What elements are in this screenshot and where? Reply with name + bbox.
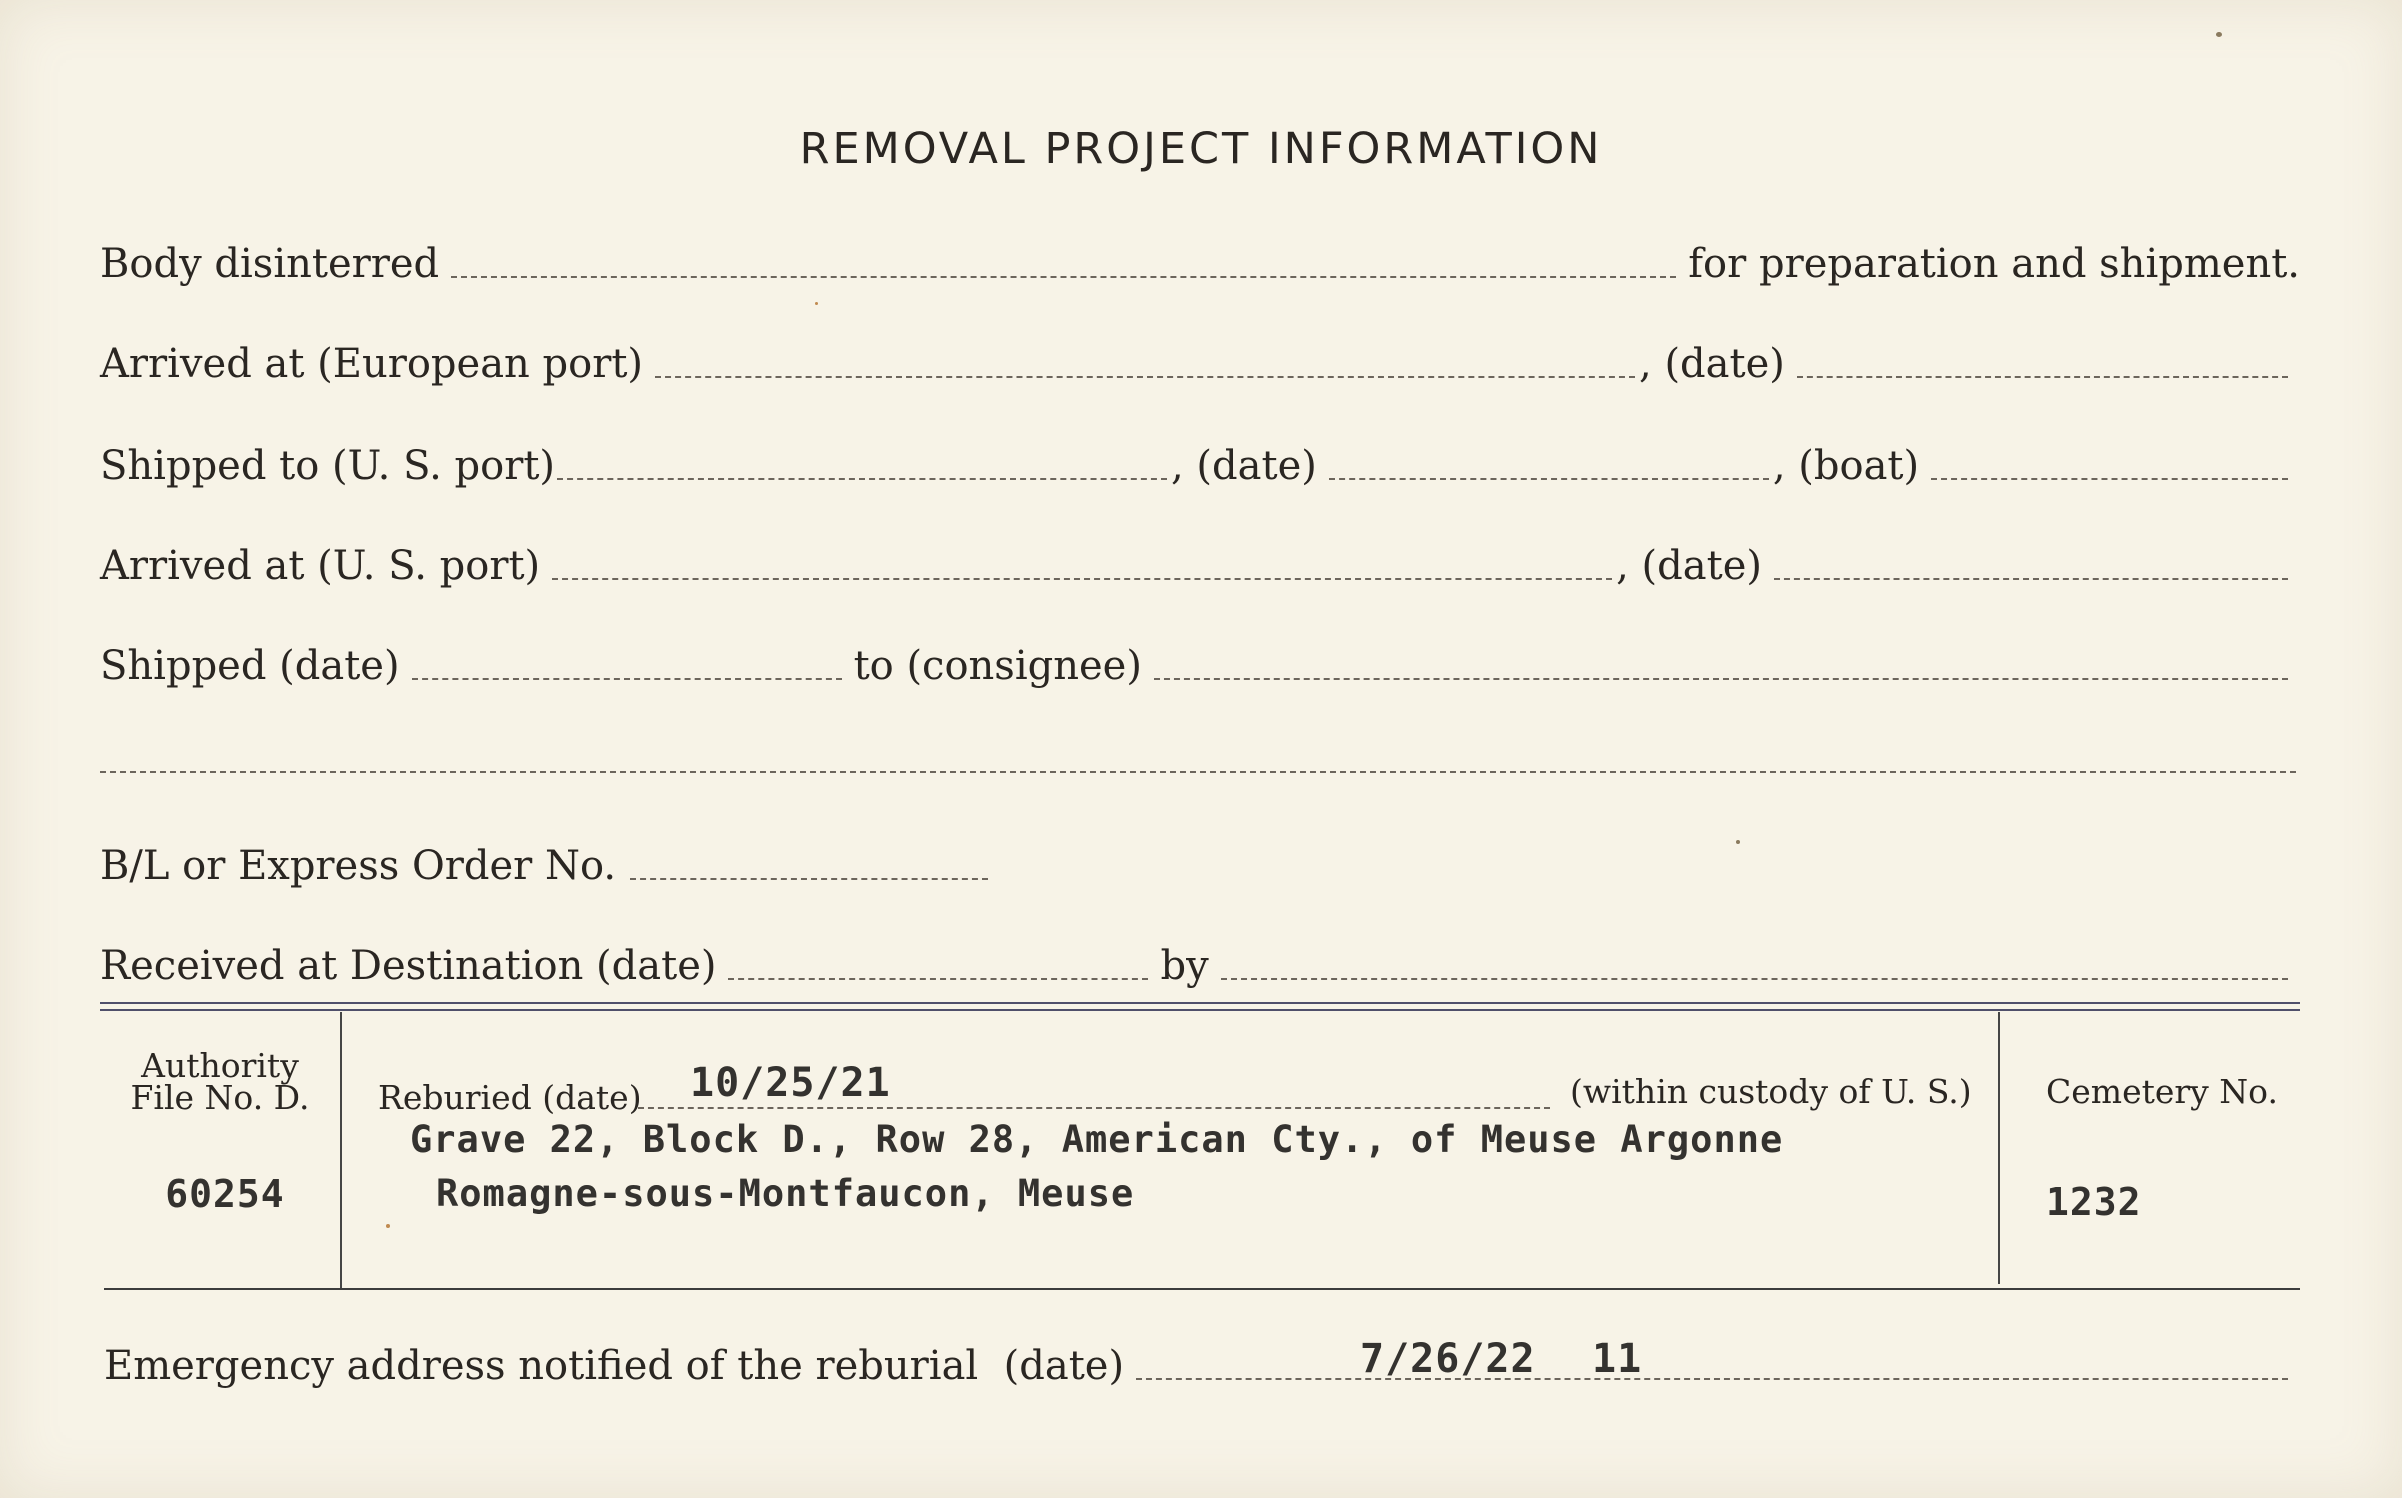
received-by-label: by xyxy=(1160,943,1209,989)
shipped-us-date-line[interactable] xyxy=(1329,478,1769,480)
emergency-date-line[interactable] xyxy=(1136,1378,2288,1380)
body-disinterred-label: Body disinterred xyxy=(100,241,440,287)
shipped-date-row xyxy=(100,642,2300,690)
bl-row xyxy=(100,842,1000,890)
received-by-line[interactable] xyxy=(1221,978,2288,980)
arrived-european-port-line[interactable] xyxy=(655,376,1635,378)
reburied-date-line[interactable] xyxy=(638,1107,1550,1109)
arrived-us-date-line[interactable] xyxy=(1774,578,2288,580)
shipped-us-label: Shipped to (U. S. port) xyxy=(100,443,555,489)
arrived-european-label: Arrived at (European port) xyxy=(100,341,644,387)
arrived-us-row xyxy=(100,542,2300,590)
cemetery-value: 1232 xyxy=(2046,1180,2142,1224)
section-rule-top xyxy=(100,1002,2300,1004)
bl-line[interactable] xyxy=(630,878,988,880)
shipped-consignee-line[interactable] xyxy=(1154,678,2288,680)
shipped-us-row xyxy=(100,442,2300,490)
emergency-row xyxy=(104,1342,2300,1390)
cemetery-label: Cemetery No. xyxy=(2046,1072,2278,1111)
emergency-mark-value: 11 xyxy=(1592,1336,1643,1382)
received-label: Received at Destination (date) xyxy=(100,943,717,989)
reburied-date-value: 10/25/21 xyxy=(690,1060,891,1106)
body-disinterred-row xyxy=(100,240,2300,288)
authority-divider xyxy=(340,1012,342,1290)
shipped-us-port-line[interactable] xyxy=(557,478,1167,480)
shipped-date-line[interactable] xyxy=(412,678,842,680)
emergency-label: Emergency address notified of the reburial (date) xyxy=(104,1343,1125,1389)
paper-speck xyxy=(1736,840,1740,844)
section-rule-lower xyxy=(104,1288,2300,1290)
reburied-label: Reburied (date) xyxy=(378,1078,642,1117)
arrived-european-date-line[interactable] xyxy=(1797,376,2288,378)
arrived-us-date-label: , (date) xyxy=(1616,543,1762,589)
arrived-european-date-label: , (date) xyxy=(1639,341,1785,387)
grave-line-1: Grave 22, Block D., Row 28, American Cty., of Meuse Argonne xyxy=(410,1118,1784,1161)
paper-speck xyxy=(2216,32,2222,37)
shipped-us-boat-line[interactable] xyxy=(1931,478,2288,480)
emergency-date-value: 7/26/22 xyxy=(1360,1336,1536,1382)
cemetery-divider xyxy=(1998,1012,2000,1284)
arrived-european-row xyxy=(100,340,2300,388)
arrived-us-port-line[interactable] xyxy=(552,578,1612,580)
paper-speck xyxy=(815,302,818,305)
body-disinterred-line[interactable] xyxy=(451,276,1676,278)
grave-line-2: Romagne-sous-Montfaucon, Meuse xyxy=(436,1172,1135,1215)
section-rule-bottom xyxy=(100,1009,2300,1011)
shipped-us-boat-label: , (boat) xyxy=(1772,443,1920,489)
arrived-us-label: Arrived at (U. S. port) xyxy=(100,543,541,589)
paper-speck xyxy=(386,1224,390,1228)
authority-label-1: Authority xyxy=(141,1046,299,1085)
received-date-line[interactable] xyxy=(728,978,1148,980)
body-disinterred-suffix: for preparation and shipment. xyxy=(1688,241,2300,287)
received-row xyxy=(100,942,2300,990)
bl-label: B/L or Express Order No. xyxy=(100,843,617,889)
shipped-us-date-label: , (date) xyxy=(1171,443,1317,489)
shipped-consignee-label: to (consignee) xyxy=(853,643,1142,689)
card-title: REMOVAL PROJECT INFORMATION xyxy=(799,124,1603,174)
shipped-date-label: Shipped (date) xyxy=(100,643,400,689)
consignee-continuation-line[interactable] xyxy=(100,771,2296,773)
custody-label: (within custody of U. S.) xyxy=(1570,1072,1972,1111)
authority-file-value: 60254 xyxy=(165,1172,285,1216)
authority-label-2: File No. D. xyxy=(130,1078,310,1117)
